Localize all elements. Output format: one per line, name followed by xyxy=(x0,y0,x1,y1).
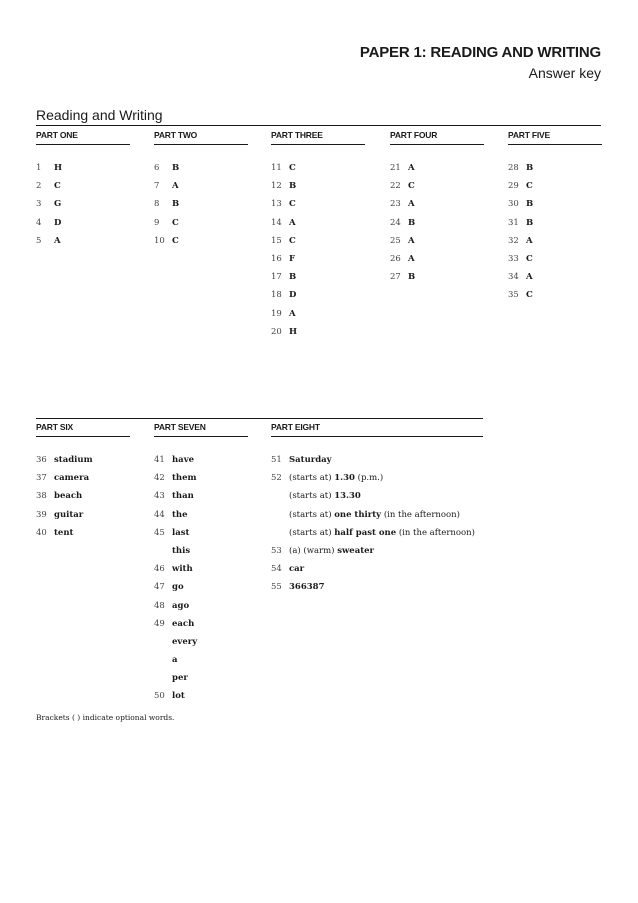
question-number: 47 xyxy=(154,582,165,593)
answer-row xyxy=(508,177,602,195)
question-number: 42 xyxy=(154,473,165,484)
question-number: 41 xyxy=(154,455,165,465)
answer-row xyxy=(154,524,248,542)
answer-list xyxy=(271,451,483,597)
question-number: 45 xyxy=(154,527,165,538)
answer-text: tent xyxy=(54,527,74,538)
answer-text: A xyxy=(526,235,533,246)
answer-row xyxy=(154,506,248,524)
question-number: 32 xyxy=(508,235,519,246)
answer-text: A xyxy=(54,235,61,246)
answer-text: each xyxy=(172,618,195,629)
answer-text: than xyxy=(172,491,194,502)
answer-row xyxy=(271,542,483,560)
optional-prefix: (starts at) xyxy=(289,491,335,502)
part-heading-rule xyxy=(508,144,602,145)
part-heading-rule xyxy=(154,144,248,145)
answer-row xyxy=(36,487,130,505)
question-number: 52 xyxy=(271,473,282,484)
question-number: 53 xyxy=(271,545,282,556)
parts-separator xyxy=(36,418,483,419)
answer-list xyxy=(508,159,602,305)
part-heading: PART EIGHT xyxy=(271,422,320,432)
answer-row xyxy=(271,195,365,213)
answer-row xyxy=(271,286,365,304)
answer-text: A xyxy=(289,217,296,228)
answer-row xyxy=(271,214,365,232)
question-number: 49 xyxy=(154,618,165,629)
question-number: 38 xyxy=(36,491,47,502)
answer-row xyxy=(154,687,248,705)
answer-row xyxy=(271,524,483,542)
answer-text: beach xyxy=(54,491,83,502)
answer-text: A xyxy=(408,163,415,173)
question-number: 36 xyxy=(36,455,47,465)
answer-text: the xyxy=(172,509,188,520)
question-number: 20 xyxy=(271,326,282,337)
question-number: 24 xyxy=(390,217,401,228)
answer-row xyxy=(390,177,484,195)
part-heading: PART SEVEN xyxy=(154,422,206,432)
question-number: 44 xyxy=(154,509,165,520)
answer-text: A xyxy=(408,235,415,246)
question-number: 4 xyxy=(36,217,42,228)
question-number: 55 xyxy=(271,582,282,593)
answer-row xyxy=(154,597,248,615)
question-number: 40 xyxy=(36,527,47,538)
question-number: 16 xyxy=(271,253,282,264)
answer-row xyxy=(154,669,248,687)
answer-text: B xyxy=(172,199,180,210)
answer-text: C xyxy=(172,217,179,228)
part-heading: PART SIX xyxy=(36,422,73,432)
optional-prefix: (starts at) xyxy=(289,527,335,538)
answer-text: go xyxy=(172,582,184,593)
answer-text: Saturday xyxy=(289,455,332,465)
part-column xyxy=(36,128,130,250)
question-number: 37 xyxy=(36,473,47,484)
optional-suffix: (in the afternoon) xyxy=(396,527,475,538)
answer-text: A xyxy=(172,181,179,192)
question-number: 30 xyxy=(508,199,519,210)
answer-text: 366387 xyxy=(289,582,325,593)
answer-row xyxy=(271,305,365,323)
question-number: 13 xyxy=(271,199,282,210)
answer-text: camera xyxy=(54,473,90,484)
part-heading: PART THREE xyxy=(271,130,323,140)
footnote: Brackets ( ) indicate optional words. xyxy=(36,713,175,722)
answer-text: C xyxy=(408,181,415,192)
question-number: 22 xyxy=(390,181,401,192)
answer-row xyxy=(154,542,248,560)
part-column xyxy=(154,128,248,250)
answer-row xyxy=(154,177,248,195)
answer-text: 1.30 xyxy=(334,473,355,484)
part-column xyxy=(271,128,365,341)
question-number: 27 xyxy=(390,272,401,283)
answer-row xyxy=(271,578,483,596)
page-title: PAPER 1: READING AND WRITING xyxy=(359,44,601,61)
part-heading-rule xyxy=(271,436,483,437)
section-divider xyxy=(36,125,601,126)
part-heading: PART FOUR xyxy=(390,130,438,140)
answer-text: per xyxy=(172,673,188,684)
question-number: 2 xyxy=(36,181,42,192)
answer-list xyxy=(154,451,248,706)
answer-row xyxy=(508,195,602,213)
optional-suffix: (p.m.) xyxy=(354,473,384,484)
answer-text: 13.30 xyxy=(334,491,361,502)
answer-row xyxy=(508,232,602,250)
answer-row xyxy=(154,214,248,232)
answer-text: every xyxy=(172,636,198,647)
answer-text: lot xyxy=(172,691,185,702)
part-column xyxy=(271,420,483,597)
part-column xyxy=(390,128,484,286)
answer-text: C xyxy=(526,253,533,264)
answer-text: a xyxy=(172,655,178,666)
answer-text: guitar xyxy=(54,509,84,520)
answer-row xyxy=(154,451,248,469)
question-number: 23 xyxy=(390,199,401,210)
answer-text: G xyxy=(54,199,62,210)
question-number: 19 xyxy=(271,308,282,319)
question-number: 29 xyxy=(508,181,519,192)
answer-row xyxy=(36,177,130,195)
question-number: 15 xyxy=(271,235,282,246)
answer-text: B xyxy=(526,163,534,173)
section-title: Reading and Writing xyxy=(36,107,163,123)
answer-text: H xyxy=(289,326,298,337)
answer-row xyxy=(390,250,484,268)
answer-row xyxy=(508,214,602,232)
answer-row xyxy=(271,250,365,268)
part-heading-rule xyxy=(271,144,365,145)
question-number: 54 xyxy=(271,564,282,575)
answer-text: A xyxy=(408,199,415,210)
answer-row xyxy=(154,232,248,250)
part-heading: PART FIVE xyxy=(508,130,550,140)
answer-list xyxy=(36,451,130,542)
answer-text: car xyxy=(289,564,305,575)
answer-row xyxy=(36,469,130,487)
answer-row xyxy=(271,469,483,487)
answer-text: stadium xyxy=(54,455,93,465)
answer-text: B xyxy=(172,163,180,173)
answer-row xyxy=(154,578,248,596)
answer-row xyxy=(390,214,484,232)
question-number: 1 xyxy=(36,163,42,173)
answer-row xyxy=(36,214,130,232)
part-column xyxy=(508,128,602,305)
question-number: 10 xyxy=(154,235,165,246)
answer-row xyxy=(154,195,248,213)
part-heading-rule xyxy=(36,436,130,437)
answer-text: C xyxy=(526,290,533,301)
answer-text: C xyxy=(289,199,296,210)
question-number: 43 xyxy=(154,491,165,502)
answer-text: A xyxy=(289,308,296,319)
answer-text: B xyxy=(408,217,416,228)
question-number: 12 xyxy=(271,181,282,192)
question-number: 8 xyxy=(154,199,160,210)
answer-row xyxy=(271,560,483,578)
answer-row xyxy=(390,195,484,213)
answer-text: C xyxy=(526,181,533,192)
part-heading-rule xyxy=(390,144,484,145)
question-number: 9 xyxy=(154,217,160,228)
question-number: 34 xyxy=(508,272,519,283)
answer-row xyxy=(154,651,248,669)
optional-prefix: (starts at) xyxy=(289,509,335,520)
page-subtitle: Answer key xyxy=(528,65,601,81)
part-column xyxy=(36,420,130,542)
answer-row xyxy=(271,268,365,286)
question-number: 6 xyxy=(154,163,160,173)
question-number: 25 xyxy=(390,235,401,246)
answer-row xyxy=(508,268,602,286)
answer-row xyxy=(36,524,130,542)
answer-text: last xyxy=(172,527,190,538)
answer-text: have xyxy=(172,455,195,465)
answer-text: F xyxy=(289,253,296,264)
answer-row xyxy=(508,250,602,268)
answer-row xyxy=(36,232,130,250)
answer-text: sweater xyxy=(337,545,375,556)
question-number: 18 xyxy=(271,290,282,301)
answer-list xyxy=(36,159,130,250)
question-number: 3 xyxy=(36,199,42,210)
optional-prefix: (a) (warm) xyxy=(289,545,338,556)
part-column xyxy=(154,420,248,706)
answer-text: C xyxy=(289,235,296,246)
question-number: 14 xyxy=(271,217,282,228)
answer-row xyxy=(508,159,602,177)
question-number: 48 xyxy=(154,600,165,611)
question-number: 5 xyxy=(36,235,42,246)
answer-row xyxy=(508,286,602,304)
answer-row xyxy=(271,506,483,524)
answer-list xyxy=(390,159,484,286)
question-number: 50 xyxy=(154,691,165,702)
answer-text: A xyxy=(526,272,533,283)
answer-row xyxy=(154,469,248,487)
question-number: 31 xyxy=(508,217,519,228)
question-number: 51 xyxy=(271,455,282,465)
question-number: 7 xyxy=(154,181,160,192)
answer-text: C xyxy=(54,181,61,192)
answer-row xyxy=(271,323,365,341)
answer-row xyxy=(154,560,248,578)
answer-row xyxy=(36,159,130,177)
answer-row xyxy=(154,633,248,651)
question-number: 33 xyxy=(508,253,519,264)
question-number: 28 xyxy=(508,163,519,173)
answer-list xyxy=(271,159,365,341)
answer-text: H xyxy=(54,163,63,173)
answer-row xyxy=(271,487,483,505)
answer-text: them xyxy=(172,473,197,484)
answer-text: B xyxy=(526,217,534,228)
question-number: 39 xyxy=(36,509,47,520)
answer-row xyxy=(271,451,483,469)
answer-row xyxy=(271,159,365,177)
part-heading-rule xyxy=(36,144,130,145)
question-number: 21 xyxy=(390,163,401,173)
answer-text: B xyxy=(289,272,297,283)
answer-text: ago xyxy=(172,600,190,611)
answer-row xyxy=(390,232,484,250)
answer-text: B xyxy=(289,181,297,192)
question-number: 17 xyxy=(271,272,282,283)
optional-suffix: (in the afternoon) xyxy=(381,509,460,520)
answer-row xyxy=(36,506,130,524)
answer-text: D xyxy=(54,217,62,228)
answer-row xyxy=(271,232,365,250)
answer-row xyxy=(36,195,130,213)
answer-row xyxy=(154,487,248,505)
answer-text: B xyxy=(526,199,534,210)
question-number: 35 xyxy=(508,290,519,301)
answer-row xyxy=(390,159,484,177)
answer-row xyxy=(154,159,248,177)
answer-text: C xyxy=(289,163,296,173)
optional-prefix: (starts at) xyxy=(289,473,335,484)
answer-row xyxy=(271,177,365,195)
answer-text: A xyxy=(408,253,415,264)
question-number: 11 xyxy=(271,163,282,173)
answer-text: C xyxy=(172,235,179,246)
answer-list xyxy=(154,159,248,250)
question-number: 46 xyxy=(154,564,165,575)
answer-text: this xyxy=(172,545,191,556)
answer-text: B xyxy=(408,272,416,283)
part-heading: PART TWO xyxy=(154,130,198,140)
answer-row xyxy=(390,268,484,286)
part-heading-rule xyxy=(154,436,248,437)
answer-text: one thirty xyxy=(334,509,382,520)
answer-text: D xyxy=(289,290,297,301)
part-heading: PART ONE xyxy=(36,130,78,140)
answer-row xyxy=(154,615,248,633)
question-number: 26 xyxy=(390,253,401,264)
answer-text: with xyxy=(172,564,193,575)
answer-row xyxy=(36,451,130,469)
answer-text: half past one xyxy=(334,527,397,538)
